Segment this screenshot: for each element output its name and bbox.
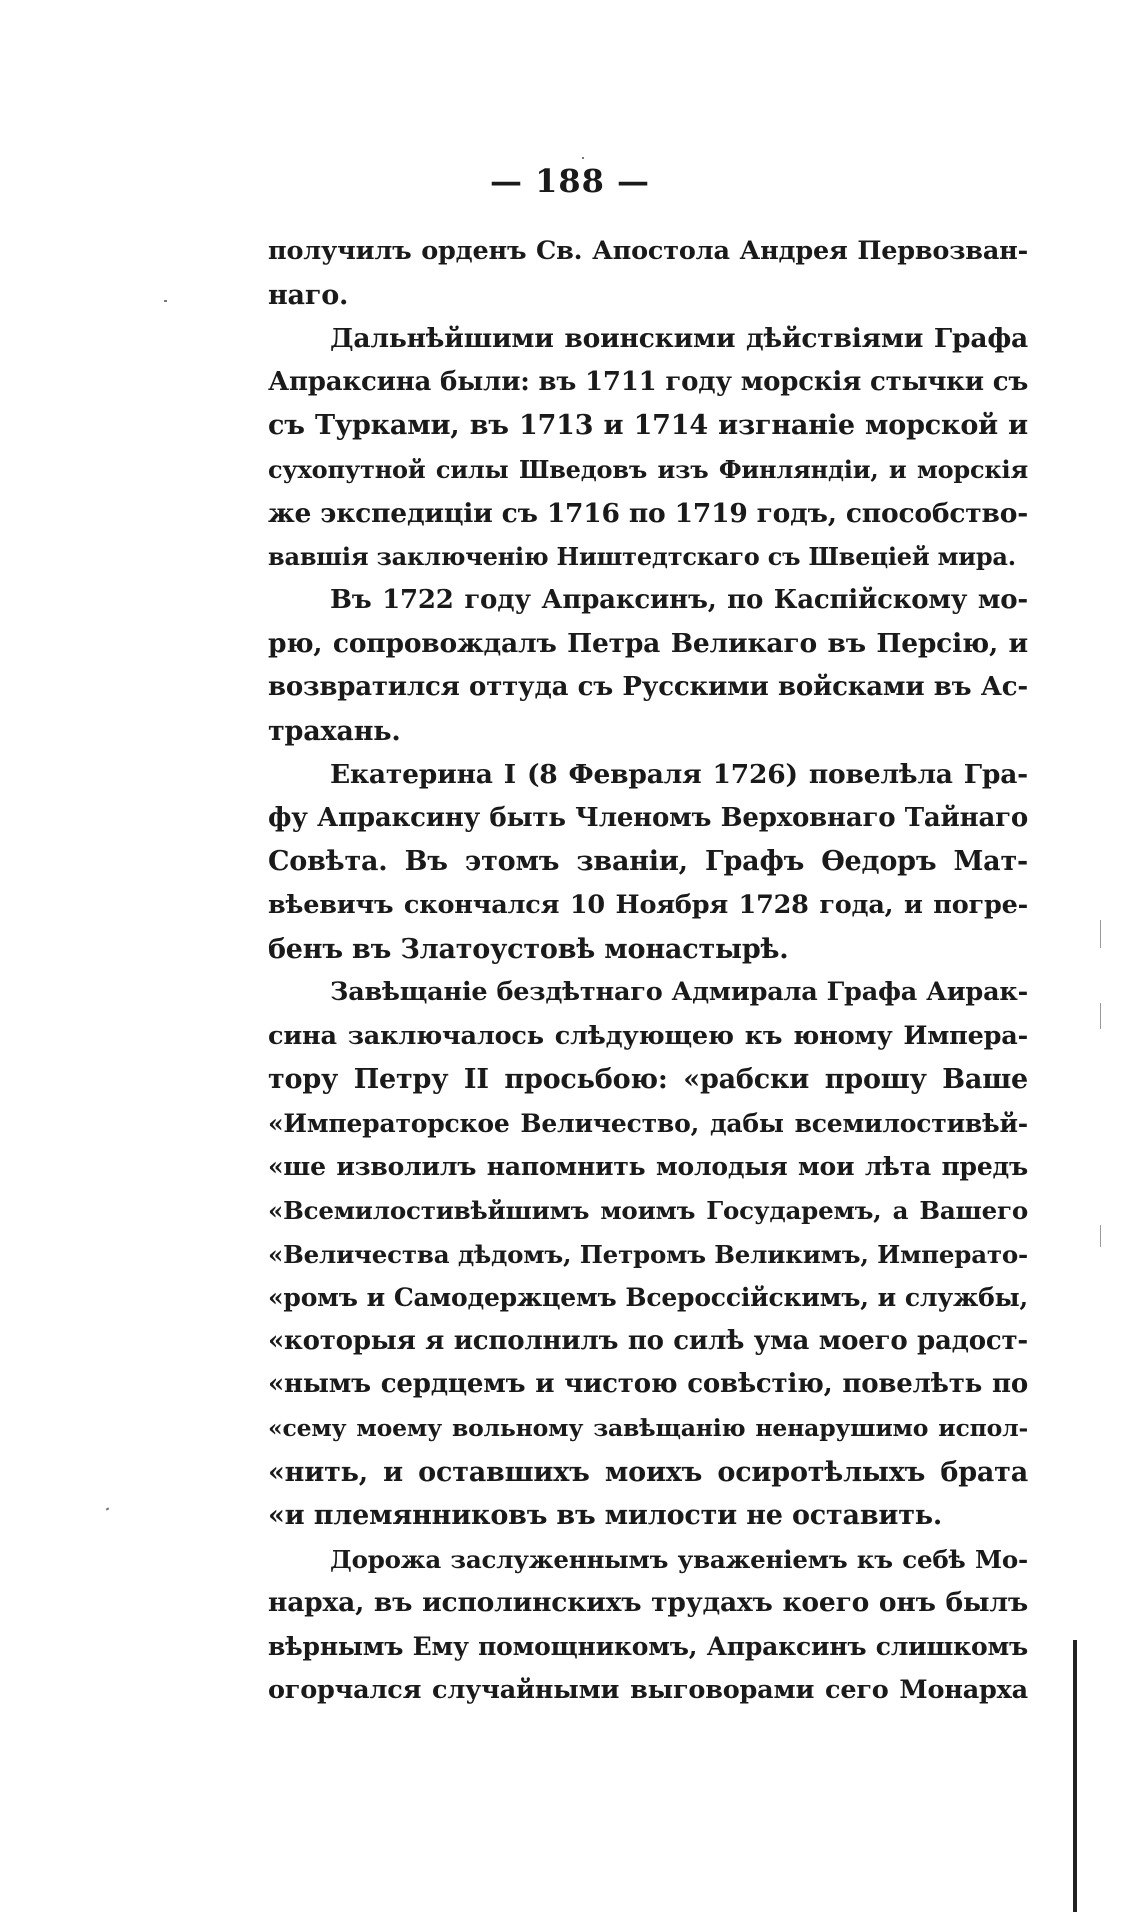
text-line: сина заключалось слѣдующею къ юному Импера- <box>268 1020 1028 1051</box>
text-line: нарха, въ исполинскихъ трудахъ коего онъ былъ <box>268 1587 1028 1619</box>
text-line: же экспедиціи съ 1716 по 1719 годъ, способствo- <box>268 497 1028 529</box>
margin-mark <box>1100 1225 1101 1247</box>
text-line: Дальнѣйшими воинскими дѣйствіями Графа <box>330 323 1028 355</box>
text-line: «нымъ сердцемъ и чистою совѣстію, повелѣть по <box>268 1369 1028 1400</box>
text-line: фу Апраксину быть Членомъ Верховнаго Тайнаго <box>268 802 1028 833</box>
text-line: «Величества дѣдомъ, Петромъ Великимъ, Императо- <box>268 1239 1028 1269</box>
text-line: огорчался случайными выговорами сего Монарха <box>268 1674 1028 1705</box>
page-number: — 188 — <box>489 162 651 200</box>
text-line: Въ 1722 году Апраксинъ, по Каспійскому мо- <box>330 584 1028 615</box>
text-line: возвратился оттуда съ Русскими войсками въ Ас- <box>268 671 1028 702</box>
text-line: сухопутной силы Шведовъ изъ Финляндіи, и морскія <box>268 454 1028 484</box>
scan-speck <box>106 1507 110 1510</box>
scan-speck <box>582 157 584 159</box>
text-line: вѣевичъ скончался 10 Ноября 1728 года, и погре- <box>268 889 1028 920</box>
text-line: Совѣта. Въ этомъ званіи, Графъ Ѳедоръ Мат- <box>268 846 1028 878</box>
text-line: получилъ орденъ Св. Апостола Андрея Первозван- <box>268 236 1028 266</box>
binding-edge-rule <box>1073 1640 1077 1912</box>
text-line: вѣрнымъ Ему помощникомъ, Апраксинъ слишкомъ <box>268 1632 1028 1661</box>
text-line: наго. <box>268 279 349 311</box>
text-line: «Императорское Величество, дабы всемилостивѣй- <box>268 1108 1028 1138</box>
text-line: Екатерина I (8 Февраля 1726) повелѣла Гра- <box>330 759 1028 791</box>
margin-mark <box>1100 1003 1101 1029</box>
margin-mark <box>1100 920 1101 948</box>
text-line: «которыя я исполнилъ по силѣ ума моего радост- <box>268 1325 1028 1356</box>
text-line: съ Турками, въ 1713 и 1714 изгнаніе морской и <box>268 410 1028 442</box>
text-line: «ше изволилъ напомнить молодыя мои лѣта предъ <box>268 1152 1028 1182</box>
text-line: вавшія заключенію Ништедтскаго съ Швеціей мира. <box>268 542 1016 572</box>
text-line: «сему моему вольному завѣщанію ненарушимо испол- <box>268 1414 1028 1443</box>
body-text <box>268 230 1028 1712</box>
text-line: Дорожа заслуженнымъ уваженіемъ къ себѣ Мо- <box>330 1544 1028 1574</box>
text-line: рю, сопровождалъ Петра Великаго въ Персію, и <box>268 628 1028 660</box>
text-line: бенъ въ Златоустовѣ монастырѣ. <box>268 933 789 965</box>
text-line: Завѣщаніе бездѣтнаго Адмирала Графа Аирак- <box>330 977 1028 1008</box>
text-line: «и племянниковъ въ милости не оставить. <box>268 1500 943 1532</box>
text-line: «Всемилостивѣйшимъ моимъ Государемъ, а Вашего <box>268 1196 1028 1226</box>
text-line: Апраксина были: въ 1711 году морскія стычки съ <box>268 366 1029 397</box>
text-line: «нить, и оставшихъ моихъ осиротѣлыхъ брата <box>268 1456 1028 1488</box>
scan-speck <box>164 300 167 302</box>
text-line: тору Петру II просьбою: «рабски прошу Ваше <box>268 1064 1028 1096</box>
text-line: «ромъ и Самодержцемъ Всероссійскимъ, и службы, <box>268 1283 1028 1313</box>
text-line: трахань. <box>268 715 401 747</box>
